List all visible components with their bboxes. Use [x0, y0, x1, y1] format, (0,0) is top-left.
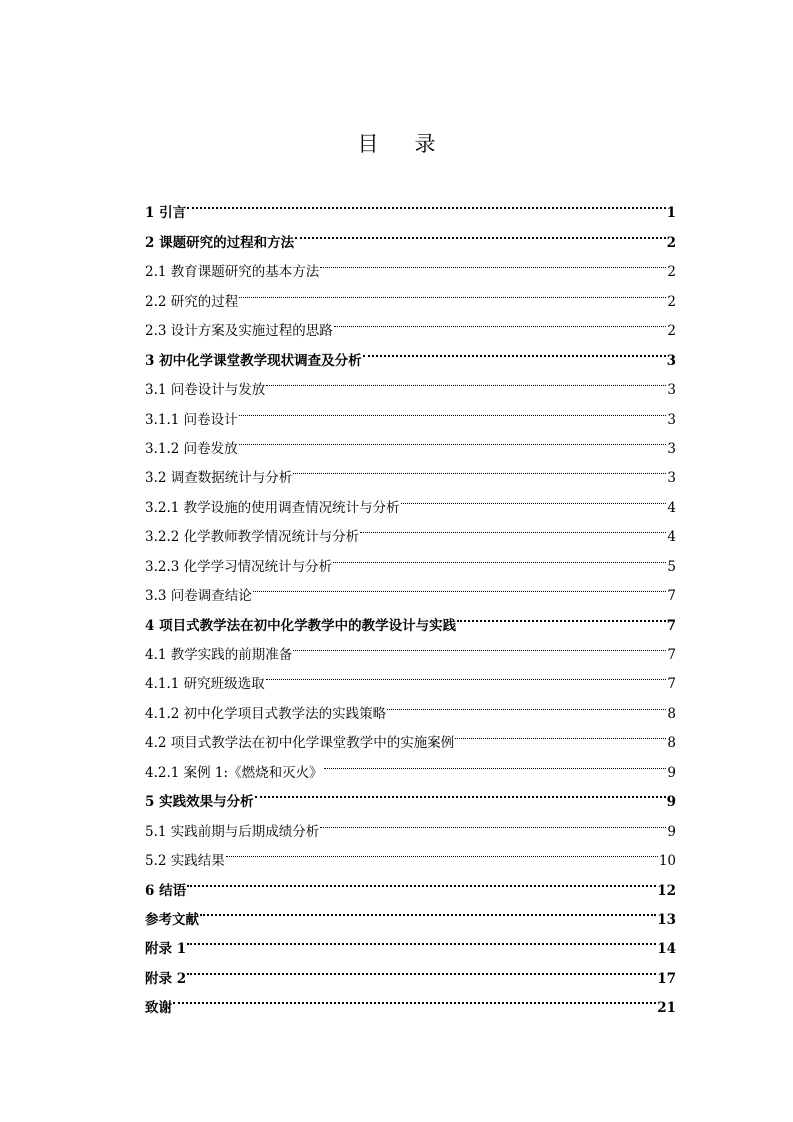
toc-entry-page-number: 9	[667, 764, 676, 781]
toc-entry-label: 4.2 项目式教学法在初中化学课堂教学中的实施案例	[145, 735, 455, 752]
toc-dot-leader	[266, 365, 666, 394]
toc-title-char-1: 目	[357, 132, 379, 156]
toc-entry-label: 4.2.1 案例 1:《燃烧和灭火》	[145, 764, 323, 781]
toc-dot-leader	[320, 247, 666, 276]
toc-entry-page-number: 7	[667, 676, 676, 693]
toc-entry-page-number: 8	[667, 705, 676, 722]
toc-entry-label: 3.2.1 教学设施的使用调查情况统计与分析	[145, 499, 400, 516]
toc-dot-leader	[187, 924, 656, 953]
toc-dot-leader	[239, 424, 667, 453]
toc-dot-leader	[363, 335, 666, 364]
toc-entry-label: 附录 2	[145, 970, 187, 987]
toc-entry[interactable]	[145, 188, 676, 222]
toc-dot-leader	[320, 806, 666, 835]
toc-entry-label: 3.2.2 化学教师教学情况统计与分析	[145, 529, 360, 546]
toc-entry-page-number: 2	[667, 323, 676, 340]
toc-dot-leader	[455, 718, 666, 747]
toc-entry[interactable]	[145, 895, 676, 928]
toc-entry-page-number: 7	[666, 617, 676, 634]
toc-entry-page-number: 9	[666, 794, 676, 811]
toc-entry-label: 2.3 设计方案及实施过程的思路	[145, 323, 333, 340]
toc-entry-label: 6 结语	[145, 882, 187, 899]
toc-entry-page-number: 9	[667, 823, 676, 840]
toc-entry-page-number: 3	[667, 382, 676, 399]
toc-entry-page-number: 2	[667, 264, 676, 281]
toc-dot-leader	[293, 453, 666, 482]
toc-entry-label: 3.1 问卷设计与发放	[145, 382, 266, 399]
toc-dot-leader	[187, 953, 656, 982]
toc-entry[interactable]	[145, 217, 676, 251]
toc-dot-leader	[239, 394, 667, 423]
toc-entry-page-number: 8	[667, 735, 676, 752]
toc-entry-label: 4.1.2 初中化学项目式教学法的实践策略	[145, 705, 387, 722]
toc-entry-page-number: 3	[666, 352, 676, 369]
toc-list	[145, 188, 676, 1017]
toc-entry-label: 参考文献	[145, 911, 199, 928]
toc-dot-leader	[253, 571, 667, 600]
toc-entry[interactable]	[145, 953, 676, 987]
toc-entry[interactable]	[145, 983, 676, 1017]
toc-entry-label: 3.3 问卷调查结论	[145, 588, 252, 605]
toc-entry-label: 3.1.1 问卷设计	[145, 411, 238, 428]
toc-entry-page-number: 4	[667, 529, 676, 546]
toc-entry-page-number: 2	[666, 234, 676, 251]
toc-dot-leader	[360, 512, 666, 541]
toc-entry-label: 4 项目式教学法在初中化学教学中的教学设计与实践	[145, 617, 457, 634]
toc-dot-leader	[333, 541, 666, 570]
toc-dot-leader	[324, 747, 667, 776]
toc-entry-page-number: 4	[667, 499, 676, 516]
toc-entry-label: 4.1.1 研究班级选取	[145, 676, 265, 693]
toc-entry-label: 1 引言	[145, 205, 187, 222]
toc-dot-leader	[187, 188, 666, 217]
toc-entry-page-number: 3	[667, 440, 676, 457]
toc-entry[interactable]	[145, 865, 676, 899]
toc-entry-page-number: 7	[667, 588, 676, 605]
toc-entry-page-number: 10	[658, 853, 676, 870]
toc-dot-leader	[387, 688, 666, 717]
toc-entry-page-number: 14	[657, 941, 676, 958]
toc-entry-page-number: 13	[657, 911, 676, 928]
toc-title-char-2: 录	[414, 132, 436, 156]
toc-entry-label: 3.2 调查数据统计与分析	[145, 470, 293, 487]
toc-entry-page-number: 3	[667, 411, 676, 428]
toc-dot-leader	[293, 630, 666, 659]
toc-entry[interactable]	[145, 924, 676, 958]
toc-dot-leader	[255, 777, 666, 806]
toc-dot-leader	[239, 276, 666, 305]
toc-dot-leader	[401, 482, 667, 511]
toc-entry-label: 3.1.2 问卷发放	[145, 440, 238, 457]
toc-dot-leader	[187, 865, 656, 894]
toc-entry-page-number: 2	[667, 293, 676, 310]
toc-entry-label: 3 初中化学课堂教学现状调查及分析	[145, 352, 362, 369]
toc-entry-label: 2.2 研究的过程	[145, 293, 239, 310]
toc-entry-label: 5 实践效果与分析	[145, 794, 254, 811]
toc-entry-label: 5.1 实践前期与后期成绩分析	[145, 823, 320, 840]
toc-dot-leader	[266, 659, 667, 688]
toc-entry-page-number: 17	[657, 970, 676, 987]
toc-dot-leader	[295, 217, 666, 246]
toc-dot-leader	[226, 836, 658, 865]
toc-entry-page-number: 12	[657, 882, 676, 899]
toc-entry-label: 2.1 教育课题研究的基本方法	[145, 264, 320, 281]
toc-entry-label: 附录 1	[145, 941, 187, 958]
toc-entry-page-number: 5	[667, 558, 676, 575]
toc-dot-leader	[457, 600, 666, 629]
toc-dot-leader	[334, 306, 667, 335]
toc-entry-page-number: 21	[657, 1000, 676, 1017]
toc-entry-label: 4.1 教学实践的前期准备	[145, 647, 293, 663]
toc-entry-label: 5.2 实践结果	[145, 853, 225, 870]
toc-entry-label: 3.2.3 化学学习情况统计与分析	[145, 558, 333, 575]
toc-entry-label: 致谢	[145, 1000, 172, 1017]
toc-entry-label: 2 课题研究的过程和方法	[145, 234, 295, 251]
toc-entry-page-number: 7	[667, 647, 676, 663]
toc-dot-leader	[173, 983, 656, 1012]
toc-entry-page-number: 1	[666, 205, 676, 222]
toc-dot-leader	[200, 895, 656, 924]
toc-title	[0, 128, 793, 158]
toc-entry-page-number: 3	[667, 470, 676, 487]
